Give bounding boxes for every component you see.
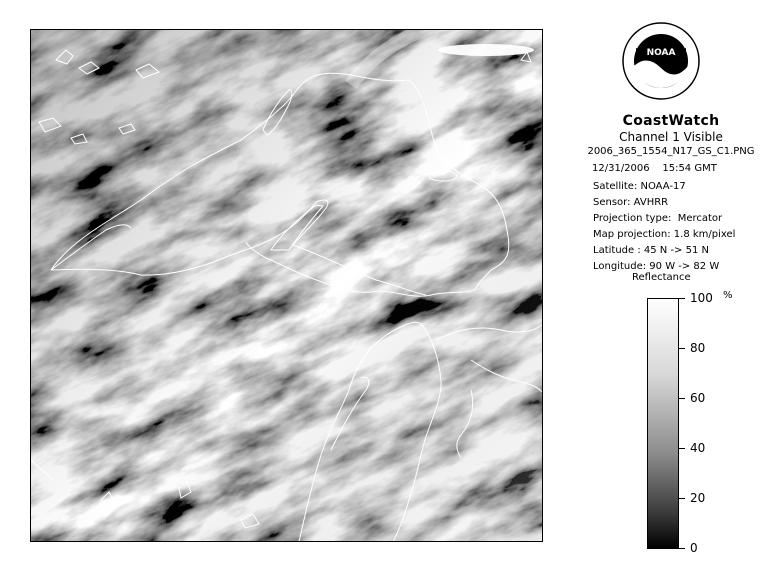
metadata-projection-type: Projection type: Mercator [593, 213, 723, 224]
colorbar-tick-label: 60 [690, 391, 706, 405]
image-filename: 2006_365_1554_N17_GS_C1.PNG [587, 146, 755, 157]
metadata-longitude: Longitude: 90 W -> 82 W [593, 261, 720, 272]
metadata-satellite: Satellite: NOAA-17 [593, 181, 686, 192]
colorbar-label: Reflectance [632, 272, 691, 283]
satellite-image [30, 29, 543, 542]
colorbar-tick [679, 498, 685, 499]
bright-cloud-streak [438, 44, 534, 56]
noaa-logo-text: NOAA [646, 48, 676, 58]
colorbar-tick [679, 348, 685, 349]
colorbar-tick-label: 80 [690, 341, 706, 355]
acquisition-datetime: 12/31/2006 15:54 GMT [592, 163, 717, 174]
colorbar-tick-label: 20 [690, 491, 706, 505]
colorbar-tick [679, 548, 685, 549]
colorbar-tick [679, 398, 685, 399]
colorbar-tick-label: 0 [690, 541, 698, 555]
app-title: CoastWatch [622, 113, 720, 129]
colorbar-tick [679, 448, 685, 449]
noaa-seal-icon [622, 22, 700, 100]
metadata-map-projection: Map projection: 1.8 km/pixel [593, 229, 736, 240]
metadata-latitude: Latitude : 45 N -> 51 N [593, 245, 709, 256]
channel-subtitle: Channel 1 Visible [619, 130, 723, 144]
metadata-sensor: Sensor: AVHRR [593, 197, 669, 208]
satellite-image-canvas [31, 30, 542, 541]
colorbar-tick-label: 40 [690, 441, 706, 455]
colorbar-tick [679, 298, 685, 299]
reflectance-colorbar [647, 298, 679, 549]
colorbar-tick-label: 100 [690, 291, 713, 305]
colorbar-unit: % [723, 290, 733, 301]
